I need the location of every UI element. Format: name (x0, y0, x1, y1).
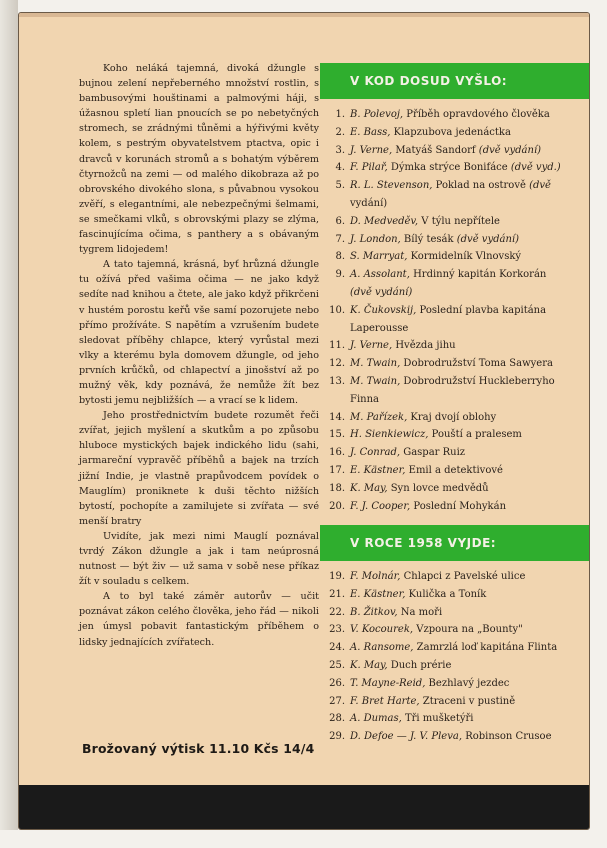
book-number: 18. (329, 482, 345, 494)
book-title: Robinson Crusoe (462, 731, 552, 743)
book-title: Matyáš Sandorf (392, 144, 476, 156)
book-author: J. London, (350, 233, 401, 245)
book-title: Pouští a pralesem (428, 429, 522, 441)
book-author: B. Polevoj, (350, 109, 404, 120)
blurb-paragraph: Koho neláká tajemná, divoká džungle s bujnou zelení nepřeberného množství rostlin, s bambusovými houštinami a palmovými háji, s úžasnou spletí lian pnoucích se po nebetyčných stromech, se zrádnými tůněmi a hýřivými květy kolem, s pestrým obyvatelstvem ptactva, opic i dravců v korunách stromů a s bohatým výběrem čtyrnožců na zemi — od malého dikobraza až po obrovského divokého slona, s půvabnou vysokou zvěří, s elegantními, ale nebezpečnými šelmami, se smečkami vlků, s obrovskými plazy se zlýma, fascinujícíma očima, s panthery a s obávaným tygrem lidojedem! (79, 63, 319, 256)
book-author: A. Dumas, (350, 713, 402, 725)
upcoming-list (325, 568, 587, 746)
book-list-item (325, 568, 587, 586)
book-list-item (325, 604, 587, 622)
book-list-item (325, 498, 587, 516)
book-title: Klapzubova jedenáctka (390, 126, 511, 138)
book-author: F. Bret Harte, (350, 695, 420, 707)
book-author: F. Molnár, (350, 571, 401, 582)
book-entry-continuation: (dvě vydání) (350, 286, 413, 298)
book-list-item (325, 462, 587, 480)
book-entry (350, 426, 587, 444)
book-number: 19. (329, 571, 345, 582)
book-entry (350, 106, 587, 124)
book-number: 2. (335, 126, 345, 138)
book-edition-note: (dvě vyd.) (507, 162, 561, 174)
book-author: E. Kästner, (350, 464, 406, 476)
book-number: 1. (335, 109, 345, 120)
cover-top-edge (19, 13, 590, 17)
book-entry (350, 231, 587, 249)
book-author: E. Bass, (350, 126, 391, 138)
book-list-item (325, 480, 587, 498)
book-title: Zamrzlá loď kapitána Flinta (413, 642, 558, 654)
book-list-item (325, 409, 587, 427)
book-number: 3. (335, 144, 345, 156)
book-number: 8. (335, 251, 345, 263)
book-entry (350, 604, 587, 622)
book-list-item (325, 231, 587, 249)
book-title: Chlapci z Pavelské ulice (400, 571, 526, 582)
book-entry (350, 213, 587, 231)
book-number: 27. (329, 695, 345, 707)
book-title: Kormidelník Vlnovský (407, 251, 522, 263)
book-title: Kulička a Toník (405, 588, 487, 600)
book-entry (350, 568, 587, 586)
cover-bottom-band (19, 785, 590, 830)
blurb-paragraph: A to byl také záměr autorův — učit poznávat zákon celého člověka, jeho řád — nikoli jen úmysl pobavit fantastickým příběhem o lidsky jednajících zvířatech. (79, 591, 319, 648)
book-list-item (325, 586, 587, 604)
book-author: M. Pařízek, (350, 411, 408, 423)
book-list-item (325, 337, 587, 355)
book-number: 9. (335, 269, 345, 281)
book-entry-continuation: Finna (350, 393, 379, 405)
book-entry (350, 728, 587, 746)
book-number: 14. (329, 411, 345, 423)
book-entry (350, 124, 587, 142)
book-author: H. Sienkiewicz, (350, 429, 429, 441)
book-title: Hvězda jihu (392, 340, 456, 352)
book-title: Bezhlavý jezdec (425, 677, 510, 689)
book-number: 29. (329, 731, 345, 743)
book-number: 28. (329, 713, 345, 725)
book-title: Hrdinný kapitán Korkorán (409, 269, 547, 281)
book-title: Poslední Mohykán (410, 500, 507, 512)
blurb-paragraph: A tato tajemná, krásná, byť hrůzná džungle tu ožívá před vašima očima — ne jako když sedíte nad knihou a čtete, ale jako když přikrčeni v hustém porostu keřů vše samí pozorujete nebo přímo prožíváte. S napětím a vzrušením budete sledovat příběhy chlapce, který vyrůstal mezi vlky a kterému byla domovem džungle, od jeho prvních krůčků, od chlapectví a jinošství až po mužný věk, kdy poznává, že nemůže žít bez bytosti jemu nejbližších — a vrací se k lidem. (79, 259, 319, 407)
book-entry (350, 373, 587, 391)
published-banner: V KOD DOSUD VYŠLO: (320, 63, 590, 99)
book-entry (350, 498, 587, 516)
book-number: 26. (329, 677, 345, 689)
book-number: 20. (329, 500, 345, 512)
book-list-item (325, 444, 587, 462)
book-author: J. Conrad, (350, 447, 401, 459)
book-author: V. Kocourek, (350, 624, 414, 636)
book-author: K. May, (350, 659, 388, 671)
book-author: M. Twain, (350, 358, 401, 370)
book-list-item (325, 728, 587, 746)
book-title: Na moři (397, 606, 443, 618)
book-author: J. Verne, (350, 340, 393, 352)
book-title: Kraj dvojí oblohy (407, 411, 497, 423)
book-title: Poklad na ostrově (432, 180, 526, 192)
book-edition-note: (dvě (525, 180, 551, 192)
book-author: K. Čukovskij, (350, 304, 417, 316)
book-author: A. Ransome, (350, 642, 414, 654)
page-shadow (0, 0, 18, 830)
book-author: K. May, (350, 482, 388, 494)
book-list-item (325, 124, 587, 142)
book-number: 25. (329, 659, 345, 671)
book-entry (350, 337, 587, 355)
book-entry (350, 675, 587, 693)
book-title: Dobrodružství Toma Sawyera (400, 358, 553, 370)
book-entry (350, 159, 587, 177)
book-entry (350, 355, 587, 373)
book-author: D. Medveděv, (350, 215, 419, 227)
book-list-item (325, 248, 587, 266)
book-number: 22. (329, 606, 345, 618)
book-entry (350, 302, 587, 320)
book-entry-continuation: vydání) (350, 197, 388, 209)
book-entry (350, 142, 587, 160)
book-list-item (325, 710, 587, 728)
blurb-text (79, 61, 319, 650)
book-list-item (325, 373, 587, 391)
book-title: Příběh opravdového člověka (403, 109, 550, 120)
book-author: J. Verne, (350, 144, 393, 156)
book-number: 10. (329, 304, 345, 316)
book-title: V týlu nepřítele (418, 215, 500, 227)
blurb-paragraph: Jeho prostřednictvím budete rozumět řeči zvířat, jejich myšlení a skutkům a po způsobu hluboce mystických bajek indického lidu (sahi, jarmareční vypravěč příběhů a bajek na trzích jižní Indie, je vlastně prapůvodcem povídek o Mauglím) proniknete k duši těchto nižších bytostí, pochopíte a zamilujete si zvířata — své menší bratry (79, 410, 319, 527)
book-title: Dýmka strýce Bonifáce (387, 162, 508, 174)
book-list-item (325, 213, 587, 231)
book-author: F. J. Cooper, (350, 500, 411, 512)
book-back-cover (18, 12, 590, 830)
book-entry (350, 621, 587, 639)
book-number: 15. (329, 429, 345, 441)
book-title: Tři mušketýři (401, 713, 474, 725)
book-number: 21. (329, 588, 345, 600)
book-number: 17. (329, 464, 345, 476)
book-author: T. Mayne-Reid, (350, 677, 426, 689)
book-title: Gaspar Ruiz (400, 447, 466, 459)
book-author: R. L. Stevenson, (350, 180, 433, 192)
book-number: 16. (329, 447, 345, 459)
book-title: Emil a detektivové (405, 464, 503, 476)
book-entry (350, 710, 587, 728)
book-number: 7. (335, 233, 345, 245)
book-entry (350, 639, 587, 657)
book-number: 23. (329, 624, 345, 636)
published-list (325, 106, 587, 515)
book-author: B. Žitkov, (350, 606, 398, 618)
book-entry (350, 586, 587, 604)
book-number: 13. (329, 375, 345, 387)
book-author: A. Assolant, (350, 269, 410, 281)
upcoming-banner: V ROCE 1958 VYJDE: (320, 525, 590, 561)
book-edition-note: (dvě vydání) (475, 144, 542, 156)
book-entry-continuation: Laperousse (350, 322, 409, 334)
book-list-item (325, 639, 587, 657)
blurb-paragraph: Uvidíte, jak mezi nimi Mauglí poznával tvrdý Zákon džungle a jak i tam neúprosná nutnost — být živ — už sama v sobě nese příkaz žít v souladu s celkem. (79, 530, 319, 588)
book-list-item (325, 621, 587, 639)
book-list-item (325, 426, 587, 444)
book-entry (350, 248, 587, 266)
book-entry (350, 266, 587, 284)
book-title: Syn lovce medvědů (387, 482, 489, 494)
book-list-item (325, 693, 587, 711)
book-entry (350, 462, 587, 480)
book-number: 12. (329, 358, 345, 370)
book-list-item (325, 142, 587, 160)
book-list-item (325, 177, 587, 195)
book-entry (350, 657, 587, 675)
book-list-item (325, 266, 587, 284)
book-title: Ztraceni v pustině (419, 695, 516, 707)
book-entry (350, 444, 587, 462)
book-author: M. Twain, (350, 375, 401, 387)
book-list-item (325, 675, 587, 693)
book-author: F. Pilař, (350, 162, 388, 174)
book-list-item (325, 159, 587, 177)
book-edition-note: (dvě vydání) (453, 233, 520, 245)
book-entry (350, 409, 587, 427)
book-entry (350, 480, 587, 498)
book-number: 11. (329, 340, 345, 352)
book-title: Duch prérie (387, 659, 452, 671)
book-entry (350, 177, 587, 195)
book-author: S. Marryat, (350, 251, 408, 263)
book-number: 6. (335, 215, 345, 227)
book-author: D. Defoe — J. V. Pleva, (350, 731, 463, 743)
book-title: Vzpoura na „Bounty" (413, 624, 523, 636)
price-line: Brožovaný výtisk 11.10 Kčs 14/4 (82, 741, 315, 756)
book-list-item (325, 355, 587, 373)
book-list-item (325, 302, 587, 320)
book-number: 5. (335, 180, 345, 192)
book-list-item (325, 657, 587, 675)
book-title: Bílý tesák (400, 233, 454, 245)
book-number: 4. (335, 162, 345, 174)
book-title: Poslední plavba kapitána (416, 304, 547, 316)
book-title: Dobrodružství Huckleberryho (400, 375, 555, 387)
book-number: 24. (329, 642, 345, 654)
book-list-item (325, 106, 587, 124)
book-author: E. Kästner, (350, 588, 406, 600)
book-entry (350, 693, 587, 711)
